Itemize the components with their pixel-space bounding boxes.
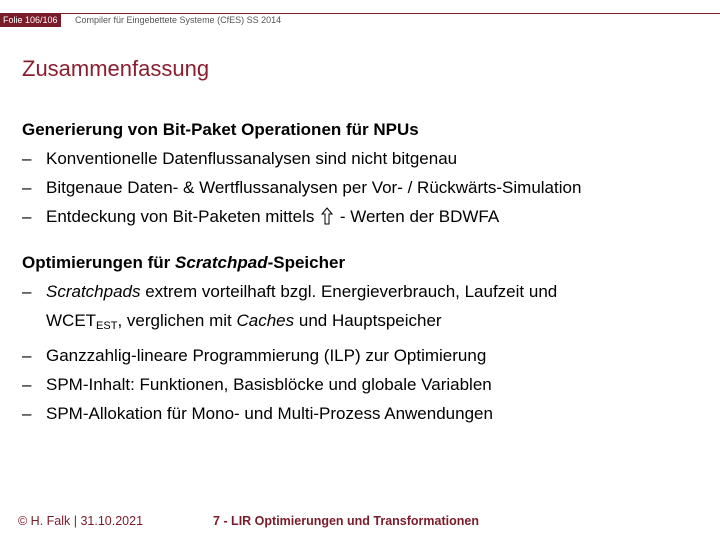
slide-number-badge: Folie 106/106: [0, 14, 61, 27]
list-item: [22, 399, 557, 428]
subscript-text: EST: [96, 320, 118, 332]
list-item-line: [46, 306, 557, 341]
footer-chapter: 7 - LIR Optimierungen und Transformationen: [213, 514, 479, 528]
section-bitpaket: [22, 115, 581, 231]
list-item: [22, 173, 581, 202]
list-item-text: , verglichen mit: [117, 311, 237, 330]
heading-emphasis: Scratchpad: [175, 253, 268, 272]
section-heading: Generierung von Bit-Paket Operationen für NPUs: [22, 120, 419, 139]
list-item-text: Konventionelle Datenflussanalysen sind nicht bitgenau: [46, 149, 458, 168]
list-item: [22, 202, 581, 231]
list-item: [22, 144, 581, 173]
list-item-text: Ganzzahlig-lineare Programmierung (ILP) zur Optimierung: [46, 346, 487, 365]
section-scratchpad: [22, 248, 557, 428]
heading-text: Optimierungen für: [22, 253, 175, 272]
emphasis-text: Scratchpads: [46, 282, 141, 301]
course-title: Compiler für Eingebettete Systeme (CfES) SS 2014: [75, 15, 282, 25]
dash-bullet: –: [22, 404, 32, 423]
footer-copyright: © H. Falk | 31.10.2021: [18, 514, 144, 528]
list-item-text: SPM-Inhalt: Funktionen, Basisblöcke und globale Variablen: [46, 375, 492, 394]
list-item-line: [46, 277, 557, 306]
list-item-text: extrem vorteilhaft bzgl. Energieverbrauch, Laufzeit und: [140, 282, 558, 301]
header-bar: [0, 13, 720, 27]
dash-bullet: –: [22, 207, 32, 226]
dash-bullet: –: [22, 282, 32, 301]
list-item: [22, 277, 557, 341]
list-item: [22, 370, 557, 399]
up-arrow-icon: [321, 207, 333, 225]
list-item-text: WCET: [46, 311, 97, 330]
emphasis-text: Caches: [236, 311, 295, 330]
dash-bullet: –: [22, 149, 32, 168]
list-item-text: SPM-Allokation für Mono- und Multi-Prozess Anwendungen: [46, 404, 493, 423]
list-item: [22, 341, 557, 370]
dash-bullet: –: [22, 375, 32, 394]
heading-text: -Speicher: [267, 253, 346, 272]
slide-title: Zusammenfassung: [22, 56, 210, 81]
list-item-text: - Werten der BDWFA: [339, 207, 500, 226]
section-heading: [22, 248, 557, 277]
list-item-text: Bitgenaue Daten- & Wertflussanalysen per Vor- / Rückwärts-Simulation: [46, 178, 582, 197]
dash-bullet: –: [22, 346, 32, 365]
list-item-text: und Hauptspeicher: [294, 311, 442, 330]
list-item-text: Entdeckung von Bit-Paketen mittels: [46, 207, 315, 226]
dash-bullet: –: [22, 178, 32, 197]
